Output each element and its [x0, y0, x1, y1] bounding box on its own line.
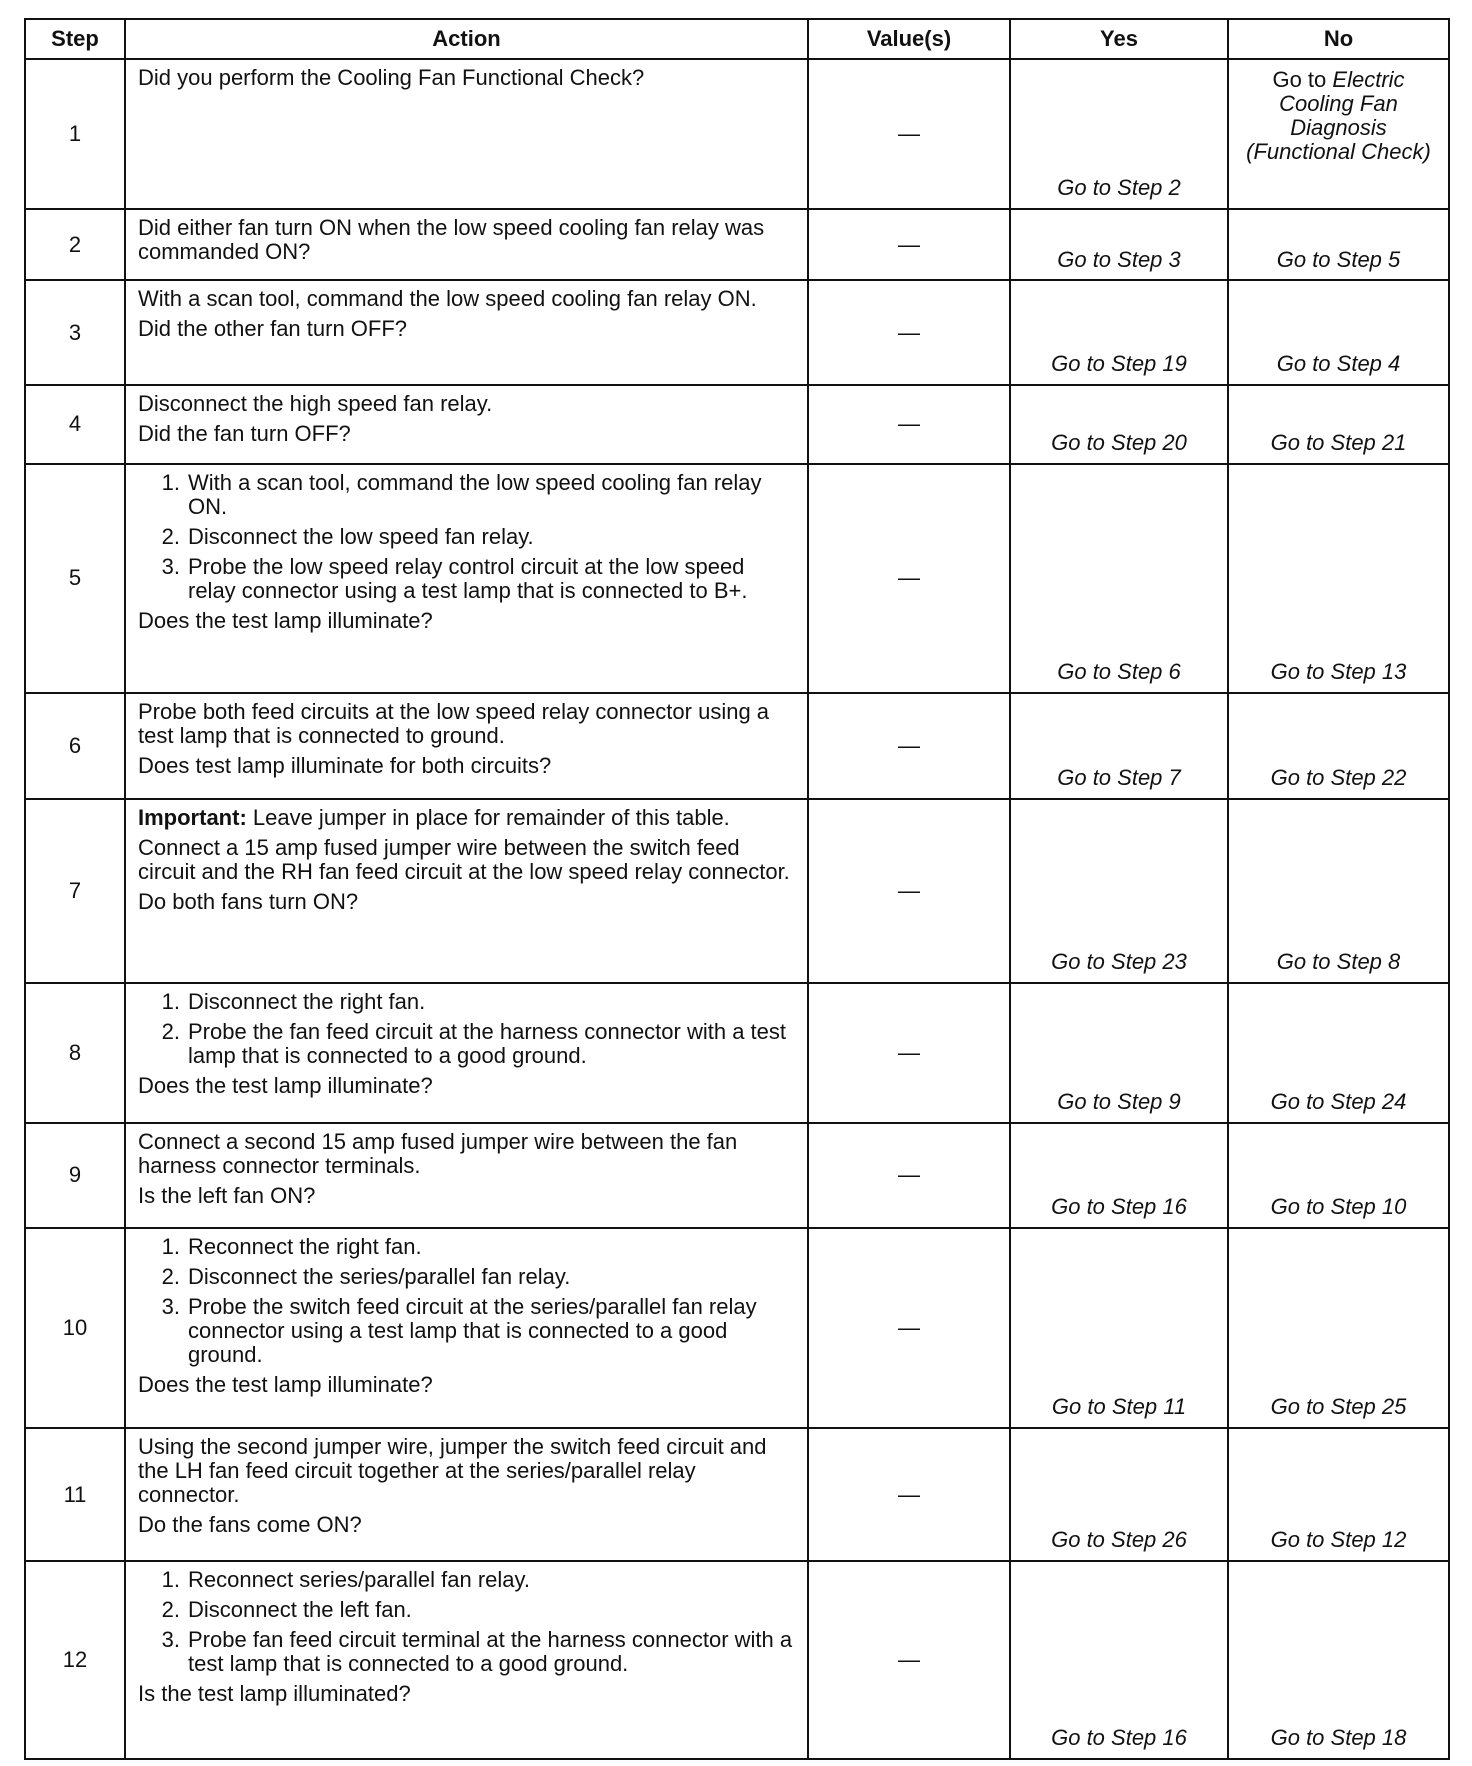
value-cell: — [808, 280, 1010, 385]
yes-cell: Go to Step 3 [1010, 209, 1228, 281]
table-row [25, 385, 1449, 464]
action-text: Using the second jumper wire, jumper the switch feed circuit and the LH fan feed circuit together at the series/parallel relay connector. [138, 1434, 767, 1508]
list-item: 3. Probe the low speed relay control circuit at the low speed relay connector using a test lamp that is connected to B+. [161, 553, 748, 603]
value-cell: — [808, 1228, 1010, 1428]
table-row [25, 1228, 1449, 1428]
action-question: Do the fans come ON? [138, 1512, 362, 1538]
no-cell: Go to Step 21 [1228, 385, 1449, 464]
no-cell: Go to Step 24 [1228, 983, 1449, 1122]
action-question: Did the fan turn OFF? [138, 421, 351, 447]
yes-cell: Go to Step 16 [1010, 1123, 1228, 1229]
table-row [25, 799, 1449, 983]
action-text: Connect a 15 amp fused jumper wire between the switch feed circuit and the RH fan feed circuit at the low speed relay connector. [138, 834, 790, 884]
value-cell: — [808, 1561, 1010, 1759]
action-question: Do both fans turn ON? [138, 888, 359, 914]
action-text: Did you perform the Cooling Fan Functional Check? [138, 65, 645, 90]
list-item: 2. Probe the fan feed circuit at the harness connector with a test lamp that is connected to a good ground. [161, 1019, 787, 1069]
table-row [25, 1561, 1449, 1759]
no-cell [1228, 59, 1449, 209]
yes-cell: Go to Step 26 [1010, 1428, 1228, 1561]
value-cell: — [808, 59, 1010, 209]
action-cell [125, 1561, 808, 1759]
header-action: Action [125, 19, 808, 59]
list-item: 1. Reconnect series/parallel fan relay. [161, 1566, 530, 1592]
no-prefix: Go to [1272, 67, 1327, 92]
table-row [25, 209, 1449, 281]
step-number: 1 [25, 59, 125, 209]
no-link: Electric Cooling Fan Diagnosis (Functional Check) [1246, 67, 1431, 164]
action-question: Does the test lamp illuminate? [138, 607, 433, 633]
step-number: 3 [25, 280, 125, 385]
action-cell [125, 1228, 808, 1428]
step-number: 9 [25, 1123, 125, 1229]
action-text: Probe both feed circuits at the low speed relay connector using a test lamp that is connected to ground. [138, 699, 770, 749]
action-question: Does the test lamp illuminate? [138, 1372, 433, 1398]
action-cell [125, 1428, 808, 1561]
action-question: Is the left fan ON? [138, 1182, 316, 1208]
action-cell [125, 385, 808, 464]
diagnostic-table [24, 18, 1450, 1760]
value-cell: — [808, 1123, 1010, 1229]
list-item: 1. With a scan tool, command the low speed cooling fan relay ON. [161, 469, 762, 519]
table-row [25, 1123, 1449, 1229]
no-cell: Go to Step 18 [1228, 1561, 1449, 1759]
header-row [25, 19, 1449, 59]
action-cell [125, 209, 808, 281]
yes-cell: Go to Step 9 [1010, 983, 1228, 1122]
yes-cell: Go to Step 23 [1010, 799, 1228, 983]
step-number: 7 [25, 799, 125, 983]
value-cell: — [808, 799, 1010, 983]
list-item: 2. Disconnect the left fan. [161, 1596, 412, 1622]
header-step: Step [25, 19, 125, 59]
value-cell: — [808, 209, 1010, 281]
list-item: 2. Disconnect the low speed fan relay. [161, 523, 534, 549]
action-question: Does the test lamp illuminate? [138, 1073, 433, 1099]
yes-cell: Go to Step 2 [1010, 59, 1228, 209]
action-text: With a scan tool, command the low speed cooling fan relay ON. [138, 286, 757, 312]
no-cell: Go to Step 13 [1228, 464, 1449, 693]
action-cell [125, 59, 808, 209]
no-cell: Go to Step 8 [1228, 799, 1449, 983]
no-cell: Go to Step 12 [1228, 1428, 1449, 1561]
table-row [25, 280, 1449, 385]
action-cell [125, 799, 808, 983]
header-no: No [1228, 19, 1449, 59]
step-number: 12 [25, 1561, 125, 1759]
header-yes: Yes [1010, 19, 1228, 59]
no-cell: Go to Step 5 [1228, 209, 1449, 281]
step-number: 4 [25, 385, 125, 464]
table-row [25, 1428, 1449, 1561]
action-text: Disconnect the high speed fan relay. [138, 391, 493, 417]
action-text: Did either fan turn ON when the low speed cooling fan relay was commanded ON? [138, 214, 765, 264]
no-cell: Go to Step 10 [1228, 1123, 1449, 1229]
step-number: 2 [25, 209, 125, 281]
header-values: Value(s) [808, 19, 1010, 59]
action-question: Did the other fan turn OFF? [138, 316, 408, 342]
yes-cell: Go to Step 16 [1010, 1561, 1228, 1759]
step-number: 10 [25, 1228, 125, 1428]
yes-cell: Go to Step 20 [1010, 385, 1228, 464]
action-question: Does test lamp illuminate for both circuits? [138, 753, 552, 779]
value-cell: — [808, 385, 1010, 464]
yes-cell: Go to Step 19 [1010, 280, 1228, 385]
important-label: Important: [138, 804, 247, 830]
list-item: 3. Probe fan feed circuit terminal at the harness connector with a test lamp that is connected to a good ground. [161, 1626, 793, 1676]
important-note [138, 806, 795, 830]
action-cell [125, 983, 808, 1122]
no-cell: Go to Step 22 [1228, 693, 1449, 799]
action-cell [125, 280, 808, 385]
no-cell: Go to Step 25 [1228, 1228, 1449, 1428]
table-row [25, 464, 1449, 693]
list-item: 1. Disconnect the right fan. [161, 989, 426, 1015]
list-item: 2. Disconnect the series/parallel fan relay. [161, 1264, 571, 1290]
action-cell [125, 693, 808, 799]
table-row [25, 983, 1449, 1122]
step-number: 11 [25, 1428, 125, 1561]
action-cell [125, 1123, 808, 1229]
action-text: Connect a second 15 amp fused jumper wire between the fan harness connector terminals. [138, 1128, 738, 1178]
step-number: 8 [25, 983, 125, 1122]
value-cell: — [808, 693, 1010, 799]
list-item: 1. Reconnect the right fan. [161, 1234, 422, 1260]
no-cell: Go to Step 4 [1228, 280, 1449, 385]
value-cell: — [808, 464, 1010, 693]
important-text: Leave jumper in place for remainder of this table. [246, 804, 730, 830]
step-number: 5 [25, 464, 125, 693]
action-cell [125, 464, 808, 693]
yes-cell: Go to Step 6 [1010, 464, 1228, 693]
step-number: 6 [25, 693, 125, 799]
value-cell: — [808, 1428, 1010, 1561]
yes-cell: Go to Step 7 [1010, 693, 1228, 799]
value-cell: — [808, 983, 1010, 1122]
table-row [25, 693, 1449, 799]
list-item: 3. Probe the switch feed circuit at the series/parallel fan relay connector using a test lamp that is connected to a good ground. [161, 1294, 757, 1368]
table-row [25, 59, 1449, 209]
yes-cell: Go to Step 11 [1010, 1228, 1228, 1428]
action-question: Is the test lamp illuminated? [138, 1680, 411, 1706]
